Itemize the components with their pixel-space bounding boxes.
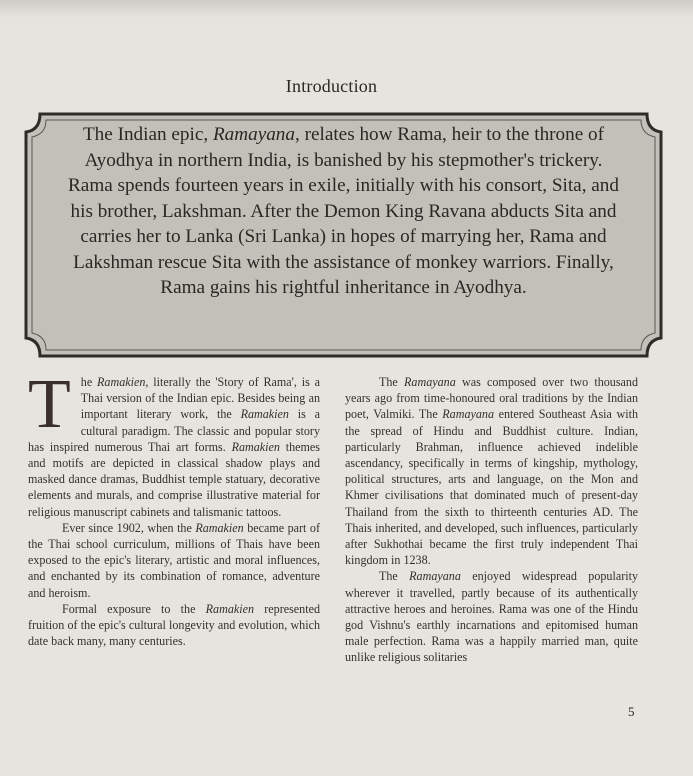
italic-title: Ramayana: [409, 569, 461, 584]
right-column: [345, 374, 638, 666]
left-paragraph-1: [28, 366, 321, 520]
text-run: enjoyed widespread popularity wherever it travelled, partly because of its authentically attractive heroes and heroines. Rama was one of the Hindu god Vishnu's earthly incarnations and epitomised human male perfection. Rama was a happily married man, quite unlike religious solitaries: [345, 569, 638, 665]
intro-box: [22, 110, 665, 360]
left-paragraph-3: [28, 601, 320, 650]
right-paragraph-1: [345, 374, 638, 568]
text-run: represented fruition of the epic's cultural longevity and evolution, which date back many, many centuries.: [28, 601, 320, 649]
right-paragraph-2: [345, 568, 638, 665]
text-run: , literally the 'Story of Rama', is a Thai version of the Indian epic. Besides being an important literary work, the: [80, 375, 320, 422]
italic-title: Ramakien: [231, 439, 280, 454]
intro-epic-title: Ramayana: [212, 124, 295, 145]
left-paragraph-2: [28, 520, 320, 601]
italic-title: Ramakien: [97, 375, 146, 389]
intro-text-part1: The Indian epic,: [82, 124, 213, 145]
italic-title: Ramakien: [240, 407, 289, 422]
intro-text-part2: , relates how Rama, heir to the throne of Ayodhya in northern India, is banished by his stepmother's trickery. Rama spends fourteen years in exile, initially with his consort, Sita, and his brother, Lakshman. After the Demon King Ravana abducts Sita and carries her to Lanka (Sri Lanka) in hopes of marrying her, Rama and Lakshman rescue Sita with the assistance of monkey warriors. Finally, Rama gains his rightful inheritance in Ayodhya.: [68, 124, 619, 298]
text-run: he: [80, 375, 98, 389]
left-column: [28, 366, 321, 649]
italic-title: Ramakien: [205, 601, 255, 616]
text-run: Formal exposure to the: [62, 601, 206, 616]
page-title: Introduction: [285, 76, 378, 96]
text-run: The: [379, 375, 405, 389]
page-top-shadow: [0, 0, 693, 18]
text-run: became part of the Thai school curriculum, millions of Thais have been exposed to the epic's literary, artistic and moral influences, and enchanted by its combination of romance, adventure and heroism.: [28, 520, 320, 600]
italic-title: Ramakien: [195, 520, 244, 535]
italic-title: Ramayana: [404, 375, 456, 389]
text-run: The: [379, 569, 410, 584]
intro-summary: [66, 122, 621, 301]
page-number: 5: [628, 704, 635, 719]
drop-cap: T: [28, 366, 71, 443]
text-run: was composed over two thousand years ago from time-honoured oral traditions by the Indian poet, Valmiki. The: [345, 375, 639, 422]
text-run: themes and motifs are depicted in classical shadow plays and masked dance dramas, Buddhist temple statuary, decorative elements and murals, and comprise illustrative material for religious manuscript cabinets and talismanic tattoos.: [28, 439, 321, 519]
text-run: Ever since 1902, when the: [62, 520, 196, 535]
text-run: is a cultural paradigm. The classic and popular story has inspired numerous Thai art forms.: [28, 407, 321, 454]
text-run: entered Southeast Asia with the spread of Hindu and Buddhist culture. Indian, particularly Brahman, influence achieved indelible ascendancy, specifically in terms of kingship, mythology, political structures, arts and language, on the Mon and Khmer civilisations that dominated much of present-day Thailand from the sixth to thirteenth centuries AD. The Thais inherited, and developed, such influences, particularly after Sukhothai became the first truly independent Thai kingdom in 1238.: [345, 407, 638, 568]
italic-title: Ramayana: [442, 407, 495, 422]
